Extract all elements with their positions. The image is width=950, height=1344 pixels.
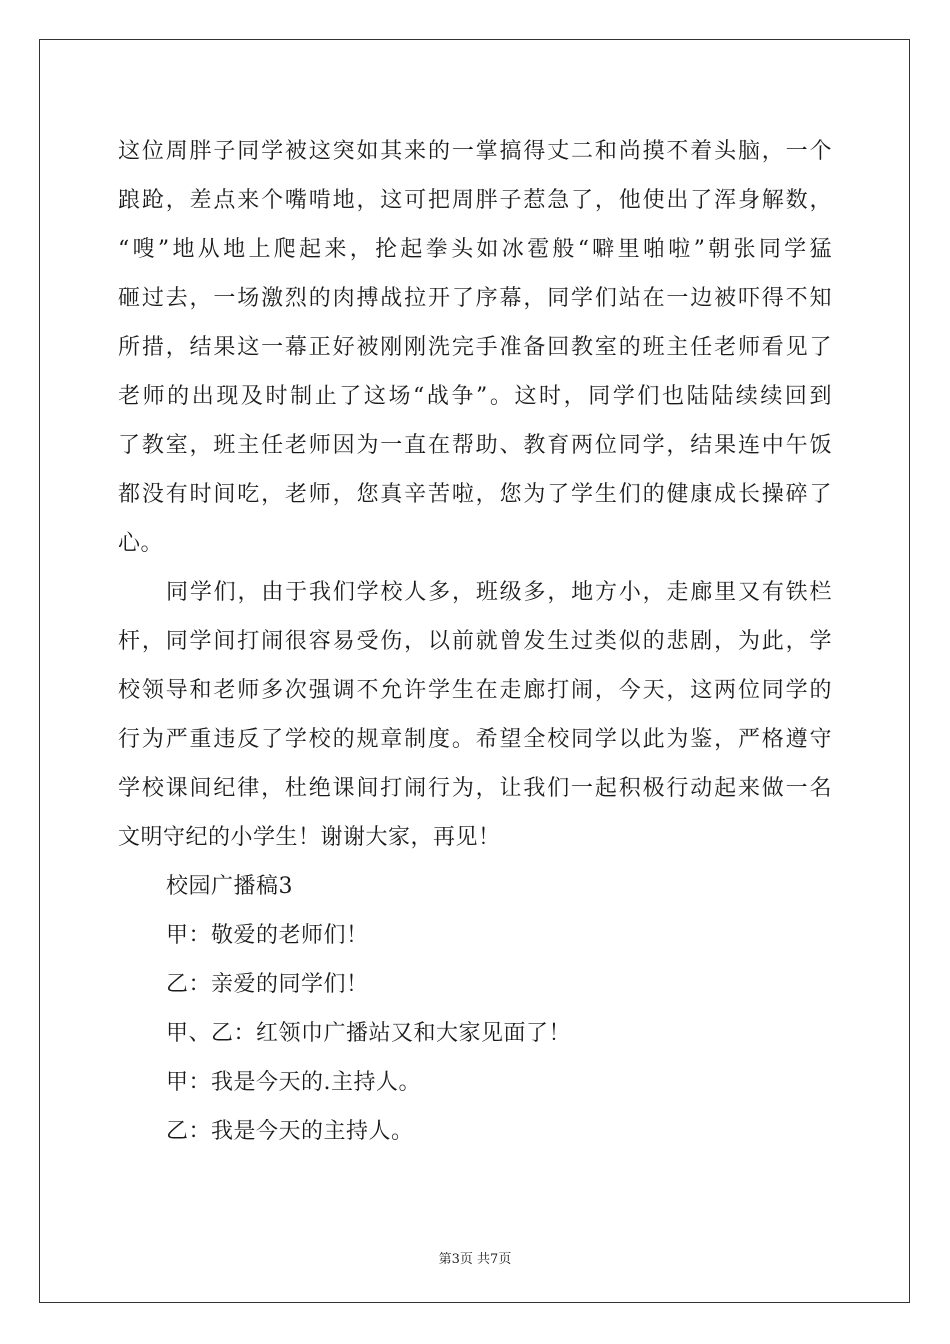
text-line: 心。	[118, 531, 164, 556]
text-line: 学校课间纪律，杜绝课间打闹行为，让我们一起积极行动起来做一名	[118, 776, 832, 801]
text-line: “嗖”地从地上爬起来，抡起拳头如冰雹般“噼里啪啦”朝张同学猛	[118, 237, 832, 262]
text-line: 都没有时间吃，老师，您真辛苦啦，您为了学生们的健康成长操碎了	[118, 482, 832, 507]
page-number-footer: 第3页 共7页	[438, 1252, 512, 1267]
dialogue-line: 乙：我是今天的主持人。	[166, 1119, 414, 1144]
text-line: 了教室，班主任老师因为一直在帮助、教育两位同学，结果连中午饭	[118, 433, 832, 458]
dialogue-line: 甲、乙：红领巾广播站又和大家见面了！	[166, 1021, 572, 1046]
text-line: 文明守纪的小学生！谢谢大家，再见！	[118, 825, 501, 850]
text-line: 行为严重违反了学校的规章制度。希望全校同学以此为鉴，严格遵守	[118, 727, 832, 752]
section-heading: 校园广播稿3	[166, 874, 293, 899]
dialogue-line: 乙：亲爱的同学们！	[166, 972, 369, 997]
text-line: 老师的出现及时制止了这场“战争”。这时，同学们也陆陆续续回到	[118, 384, 832, 409]
text-line: 踉跄，差点来个嘴啃地，这可把周胖子惹急了，他使出了浑身解数，	[118, 188, 832, 213]
paragraph	[118, 568, 832, 862]
text-line: 所措，结果这一幕正好被刚刚洗完手准备回教室的班主任老师看见了	[118, 335, 832, 360]
text-line: 校领导和老师多次强调不允许学生在走廊打闹，今天，这两位同学的	[118, 678, 832, 703]
dialogue-line: 甲：我是今天的.主持人。	[166, 1070, 421, 1095]
text-line: 同学们，由于我们学校人多，班级多，地方小，走廊里又有铁栏	[166, 580, 832, 605]
document-body	[118, 127, 832, 1156]
text-line: 砸过去，一场激烈的肉搏战拉开了序幕，同学们站在一边被吓得不知	[118, 286, 832, 311]
text-line: 这位周胖子同学被这突如其来的一掌搞得丈二和尚摸不着头脑，一个	[118, 139, 832, 164]
paragraph	[118, 127, 832, 568]
text-line: 杆，同学间打闹很容易受伤，以前就曾发生过类似的悲剧，为此，学	[118, 629, 832, 654]
dialogue-line: 甲：敬爱的老师们！	[166, 923, 369, 948]
